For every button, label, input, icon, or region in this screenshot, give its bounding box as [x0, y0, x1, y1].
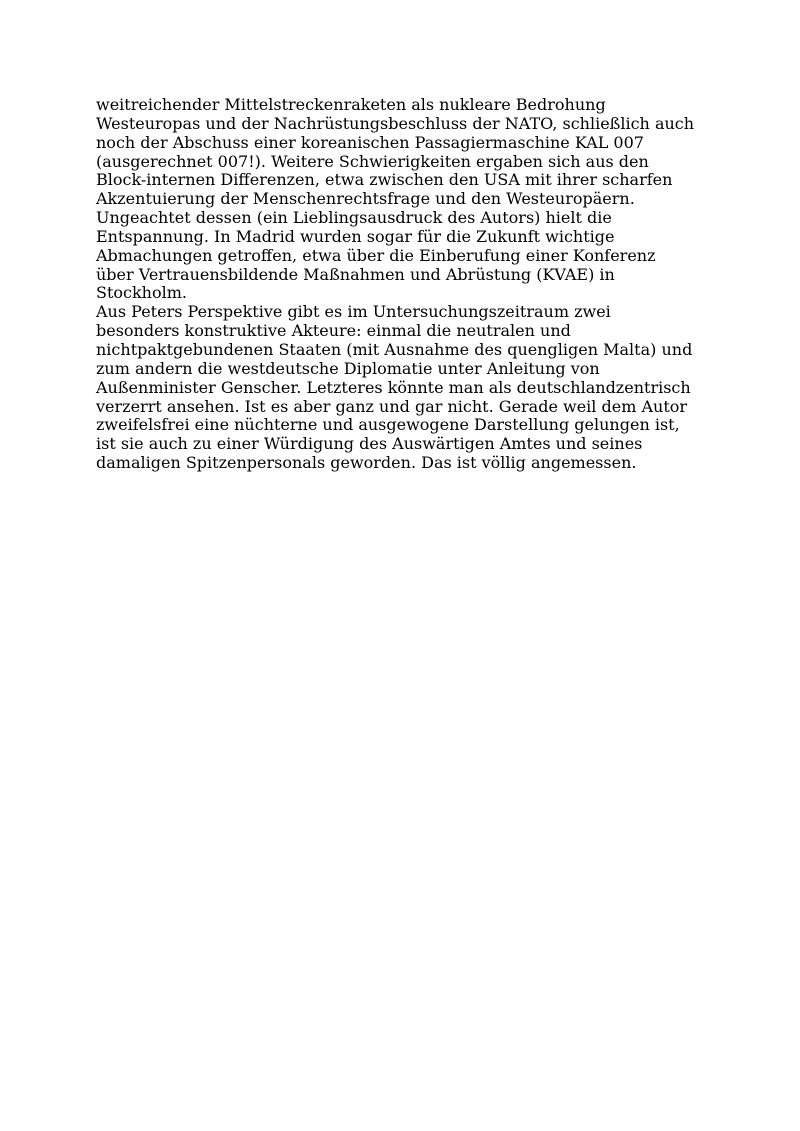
text-line: ist sie auch zu einer Würdigung des Auswärtigen Amtes und seines — [96, 434, 643, 454]
text-line: Block-internen Differenzen, etwa zwischen den USA mit ihrer scharfen — [96, 170, 673, 190]
text-line: verzerrt ansehen. Ist es aber ganz und gar nicht. Gerade weil dem Autor — [96, 396, 688, 416]
text-line: Außenminister Genscher. Letzteres könnte man als deutschlandzentrisch — [96, 377, 691, 397]
text-line: (ausgerechnet 007!). Weitere Schwierigkeiten ergaben sich aus den — [96, 151, 649, 171]
body-text — [96, 96, 716, 473]
text-line: weitreichender Mittelstreckenraketen als nukleare Bedrohung — [96, 95, 606, 114]
text-line: nichtpaktgebundenen Staaten (mit Ausnahme des quengligen Malta) und — [96, 339, 693, 359]
text-line: damaligen Spitzenpersonals geworden. Das ist völlig angemessen. — [96, 453, 637, 473]
text-line: zweifelsfrei eine nüchterne und ausgewogene Darstellung gelungen ist, — [96, 415, 680, 435]
text-line: zum andern die westdeutsche Diplomatie unter Anleitung von — [96, 358, 600, 378]
text-line: Akzentuierung der Menschenrechtsfrage und den Westeuropäern. — [96, 189, 635, 209]
text-line: Aus Peters Perspektive gibt es im Untersuchungszeitraum zwei — [96, 302, 611, 322]
text-line: Stockholm. — [96, 283, 187, 303]
text-line: Abmachungen getroffen, etwa über die Einberufung einer Konferenz — [96, 245, 656, 265]
text-line: besonders konstruktive Akteure: einmal die neutralen und — [96, 321, 571, 341]
text-line: Westeuropas und der Nachrüstungsbeschluss der NATO, schließlich auch — [96, 113, 695, 133]
text-line: noch der Abschuss einer koreanischen Passagiermaschine KAL 007 — [96, 132, 644, 152]
text-line: über Vertrauensbildende Maßnahmen und Abrüstung (KVAE) in — [96, 264, 615, 284]
text-line: Ungeachtet dessen (ein Lieblingsausdruck des Autors) hielt die — [96, 208, 612, 228]
text-line: Entspannung. In Madrid wurden sogar für die Zukunft wichtige — [96, 226, 615, 246]
